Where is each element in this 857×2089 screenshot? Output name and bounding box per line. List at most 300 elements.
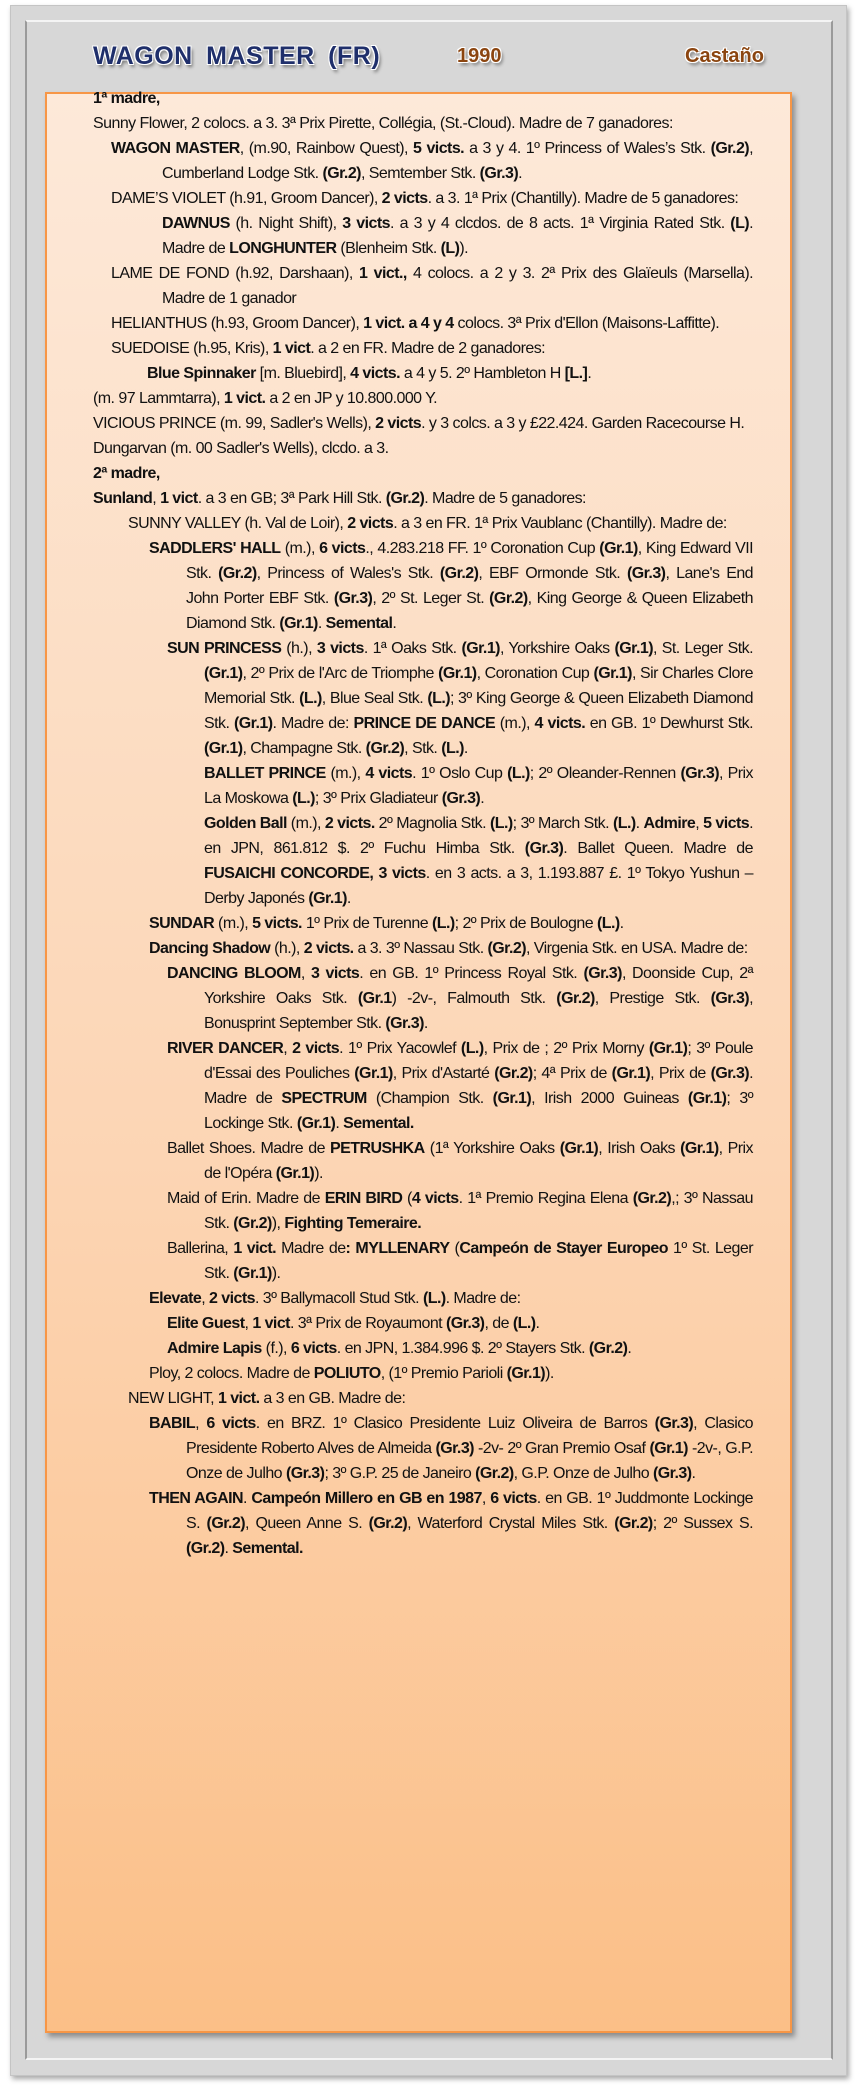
bold-text: Semental. [232, 1540, 303, 1557]
bold-text: (Gr.1) [492, 1090, 532, 1107]
bold-text: (Gr.3) [285, 1465, 325, 1482]
text: SUNNY VALLEY (h. Val de Loir), [128, 515, 348, 532]
text: . [463, 740, 468, 757]
bold-text: (Gr.2) [218, 565, 257, 582]
bold-text: (L.) [292, 790, 315, 807]
bold-text: PRINCE DE DANCE [353, 715, 496, 732]
text: (m.), [325, 765, 366, 782]
text: (m.), [495, 715, 535, 732]
text: Ploy, 2 colocs. Madre de [149, 1365, 314, 1382]
text: . a 3 y 4 clcdos. de 8 acts. 1ª Virginia Rated Stk. [389, 215, 731, 232]
bold-text: Campeón Millero en GB en 1987 [251, 1490, 482, 1507]
bold-text: 4 victs [365, 765, 413, 782]
text: (m. 97 Lammtarra), [93, 390, 224, 407]
text: (f.), [261, 1340, 291, 1357]
text: Sunny Flower, 2 colocs. a 3. 3ª Prix Pirette, Collégia, (St.-Cloud). Madre de 7 ganadores: [93, 115, 673, 132]
text: ( [402, 1190, 412, 1207]
pedigree-entry [47, 936, 753, 961]
bold-text: (L.) [596, 915, 620, 932]
bold-text: Semental [325, 615, 393, 632]
text: . en JPN, 1.384.996 $. 2º Stayers Stk. [336, 1340, 589, 1357]
text: a 3. 3º Nassau Stk. [353, 940, 488, 957]
bold-text: Elite Guest [167, 1315, 245, 1332]
text: (m.), [214, 915, 253, 932]
text: , Lane's End John Porter EBF Stk. [186, 565, 754, 607]
text: . Madre de [204, 1065, 753, 1107]
bold-text: 2 victs. [324, 815, 375, 832]
text: , Virgenia Stk. en USA. Madre de: [525, 940, 748, 957]
bold-text: (Gr.2) [494, 1065, 533, 1082]
text: . [224, 1540, 233, 1557]
pedigree-entry [47, 1286, 753, 1311]
pedigree-entry [47, 1411, 753, 1486]
text: HELIANTHUS (h.93, Groom Dancer), [111, 315, 364, 332]
bold-text: 1 vict. a 4 y 4 [363, 315, 454, 332]
text: , Coronation Cup [476, 665, 594, 682]
text: . 1ª Premio Regina Elena [458, 1190, 633, 1207]
bold-text: (Gr.2) [233, 1215, 272, 1232]
bold-text: (Gr.2) [186, 1540, 225, 1557]
text: , Irish 2000 Guineas [531, 1090, 688, 1107]
text: , Queen Anne S. [245, 1515, 369, 1532]
text: Ballerina, [167, 1240, 234, 1257]
text: , Bonusprint September Stk. [204, 990, 753, 1032]
text: , Sir Charles Clore Memorial Stk. [204, 665, 753, 707]
bold-text: (Gr.1 [357, 990, 392, 1007]
pedigree-entry [47, 186, 753, 211]
bold-text: (L.) [489, 815, 513, 832]
bold-text: (Gr.2) [614, 1515, 653, 1532]
bold-text: (Gr.2) [475, 1465, 514, 1482]
text: . [587, 365, 592, 382]
bold-text: : MYLLENARY [345, 1240, 450, 1257]
bold-text: (Gr.1) [559, 1140, 599, 1157]
bold-text: 5 victs. [413, 140, 465, 157]
text: . [480, 790, 485, 807]
bold-text: (Gr.1) [234, 715, 273, 732]
text: DAME’S VIOLET (h.91, Groom Dancer), [111, 190, 382, 207]
bold-text: (Gr.2) [322, 165, 361, 182]
bold-text: SPECTRUM [281, 1090, 367, 1107]
text: . Madre de: [272, 715, 354, 732]
bold-text: 3 victs [316, 640, 364, 657]
bold-text: (Gr.1) [308, 890, 347, 907]
text: Dungarvan (m. 00 Sadler's Wells), clcdo. a 3. [93, 440, 389, 457]
text: . Ballet Queen. Madre de [563, 840, 753, 857]
text: . [317, 615, 326, 632]
text: (1ª Yorkshire Oaks [424, 1140, 560, 1157]
bold-text: (Gr.3) [680, 765, 719, 782]
text: . [346, 890, 351, 907]
pedigree-entry [47, 1311, 753, 1336]
bold-text: 6 victs [490, 1490, 537, 1507]
pedigree-entry [47, 1136, 753, 1186]
text: , Clasico Presidente Roberto Alves de Almeida [186, 1415, 754, 1457]
bold-text: (Gr.2) [365, 740, 405, 757]
text: ., 4.283.218 FF. 1º Coronation Cup [365, 540, 600, 557]
pedigree-entry [47, 961, 753, 1036]
bold-text: (Gr.1) [204, 740, 243, 757]
bold-text: PETRUSHKA [330, 1140, 425, 1157]
bold-text: Golden Ball [204, 815, 287, 832]
bold-text: (Gr.3) [385, 1015, 424, 1032]
text: (Blenheim Stk. [336, 240, 441, 257]
pedigree-entry [47, 461, 753, 486]
text: , G.P. Onze de Julho [513, 1465, 653, 1482]
pedigree-entry [47, 1036, 753, 1136]
bold-text: 4 victs. [534, 715, 586, 732]
text: , EBF Ormonde Stk. [478, 565, 627, 582]
text: , Prix de ; 2º Prix Morny [483, 1040, 649, 1057]
bold-text: 1 vict. [217, 1390, 260, 1407]
text: NEW LIGHT, [128, 1390, 218, 1407]
text: , [201, 1290, 209, 1307]
text: a 3 en GB. Madre de: [259, 1390, 406, 1407]
bold-text: (L.) [299, 690, 322, 707]
bold-text: (Gr.2) [489, 590, 528, 607]
bold-text: (Gr.1) [599, 540, 638, 557]
text: . 3ª Prix de Royaumont [289, 1315, 446, 1332]
bold-text: THEN AGAIN [149, 1490, 244, 1507]
text: . a 2 en FR. Madre de 2 ganadores: [310, 340, 546, 357]
bold-text: (L.) [422, 1290, 446, 1307]
text: . en BRZ. 1º Clasico Presidente Luiz Oliveira de Barros [255, 1415, 655, 1432]
text: , Blue Seal Stk. [321, 690, 428, 707]
bold-text: (Gr.1) [204, 665, 243, 682]
text: ), [271, 1215, 285, 1232]
text: . [243, 1490, 252, 1507]
text: , St. Leger Stk. [653, 640, 753, 657]
text: ). [314, 1165, 323, 1182]
text: , [300, 965, 311, 982]
bold-text: 2 victs [375, 415, 422, 432]
pedigree-entry [47, 111, 753, 136]
bold-text: (Gr.3) [445, 1315, 485, 1332]
text: en GB. 1º Dewhurst Stk. [585, 715, 754, 732]
bold-text: (L.) [460, 1040, 484, 1057]
text: , Yorkshire Oaks [499, 640, 615, 657]
bold-text: 4 victs. [350, 365, 400, 382]
bold-text: (Gr.3) [583, 965, 622, 982]
text: Madre de [276, 1240, 346, 1257]
pedigree-entry [47, 486, 753, 511]
pedigree-entry [47, 1361, 753, 1386]
text: , Prix d'Astarté [392, 1065, 495, 1082]
text: . Madre de 5 ganadores: [424, 490, 586, 507]
bold-text: 6 victs [290, 1340, 337, 1357]
text: 2º Magnolia Stk. [374, 815, 490, 832]
bold-text: (Gr.3) [333, 590, 373, 607]
text: (Champion Stk. [366, 1090, 493, 1107]
text: , de [484, 1315, 513, 1332]
bold-text: (Gr.1) [233, 1265, 272, 1282]
text: . [691, 1465, 696, 1482]
pedigree-entry [47, 436, 753, 461]
text: , Doonside Cup, 2ª Yorkshire Oaks Stk. [204, 965, 754, 1007]
text: ,; 3º Nassau Stk. [204, 1190, 753, 1232]
bold-text: (Gr.1) [593, 665, 632, 682]
bold-text: 1 vict [160, 490, 198, 507]
text: ( [449, 1240, 460, 1257]
bold-text: Elevate [149, 1290, 202, 1307]
bold-text: (Gr.3) [652, 1465, 692, 1482]
bold-text: 2 victs [381, 190, 428, 207]
text: , (1º Premio Parioli [380, 1365, 507, 1382]
text: , Prix de l'Opéra [204, 1140, 753, 1182]
text: -2v-, G.P. Onze de Julho [186, 1440, 753, 1482]
text: LAME DE FOND (h.92, Darshaan), [111, 265, 360, 282]
text: , [195, 1415, 207, 1432]
bold-text: FUSAICHI CONCORDE, 3 victs [204, 865, 426, 882]
text: . a 3 en GB; 3ª Park Hill Stk. [197, 490, 386, 507]
pedigree-entry [47, 86, 753, 111]
bold-text: 5 victs. [252, 915, 302, 932]
text: ; 3º Lockinge Stk. [204, 1090, 754, 1132]
text: , (m.90, Rainbow Quest), [239, 140, 414, 157]
bold-text: 3 victs [310, 965, 360, 982]
text: ). [545, 1365, 554, 1382]
bold-text: Semental. [343, 1115, 414, 1132]
text: ; 2º Sussex S. [652, 1515, 753, 1532]
text: a 2 en JP y 10.800.000 Y. [265, 390, 438, 407]
bold-text: POLIUTO [313, 1365, 381, 1382]
bold-text: 1ª madre, [93, 90, 160, 107]
bold-text: (Gr.3) [524, 840, 564, 857]
text: . Madre de [162, 215, 753, 257]
pedigree-entry [47, 911, 753, 936]
text: , King George & Queen Elizabeth Diamond Stk. [186, 590, 754, 632]
text: ; 2º Oleander-Rennen [529, 765, 681, 782]
bold-text: (L.) [431, 915, 455, 932]
bold-text: 6 victs [206, 1415, 256, 1432]
pedigree-entry [47, 411, 753, 436]
text: . [619, 915, 624, 932]
text: ). [271, 1265, 281, 1282]
text: ; 2º Prix de Boulogne [454, 915, 597, 932]
bold-text: 2 victs [347, 515, 394, 532]
bold-text: (Gr.1) [461, 640, 500, 657]
bold-text: LONGHUNTER [229, 240, 337, 257]
pedigree-entry [47, 511, 753, 536]
text: , 2º St. Leger St. [372, 590, 490, 607]
text: a 3 y 4. 1º Princess of Wales’s Stk. [464, 140, 711, 157]
coat-color: Castaño [685, 45, 764, 67]
bold-text: (Gr.1) [354, 1065, 393, 1082]
bold-text: (Gr.2) [368, 1515, 408, 1532]
text: colocs. 3ª Prix d'Ellon (Maisons-Laffitte). [453, 315, 720, 332]
text: . en GB. 1º Princess Royal Stk. [359, 965, 584, 982]
bold-text: 2 victs [209, 1290, 255, 1307]
text: . 1º Oslo Cup [412, 765, 508, 782]
text: Maid of Erin. Madre de [167, 1190, 325, 1207]
bold-text: (Gr.2) [556, 990, 595, 1007]
bold-text: (Gr.1) [296, 1115, 336, 1132]
text: . [335, 1115, 344, 1132]
bold-text: SUNDAR [149, 915, 215, 932]
text: VICIOUS PRINCE (m. 99, Sadler's Wells), [93, 415, 376, 432]
bold-text: WAGON MASTER [111, 140, 240, 157]
pedigree-entry [47, 811, 753, 911]
bold-text: (L.) [441, 740, 464, 757]
text: ). [459, 240, 469, 257]
text: (m.), [280, 540, 320, 557]
bold-text: (Gr.3) [441, 790, 481, 807]
horse-name-title: WAGON MASTER (FR) [93, 42, 381, 70]
text: , [244, 1315, 253, 1332]
text: 1º St. Leger Stk. [204, 1240, 753, 1282]
bold-text: DANCING BLOOM [167, 965, 301, 982]
text: . en JPN, 861.812 $. 2º Fuchu Himba Stk. [204, 815, 754, 857]
text: , Irish Oaks [598, 1140, 681, 1157]
birth-year: 1990 [457, 45, 502, 67]
text: . 1º Prix Yacowlef [339, 1040, 461, 1057]
pedigree-text [47, 86, 790, 1561]
bold-text: BABIL [149, 1415, 196, 1432]
bold-text: (Gr.1) [614, 640, 653, 657]
text: , Semtember Stk. [360, 165, 480, 182]
pedigree-entry [47, 1186, 753, 1236]
bold-text: (Gr.2) [632, 1190, 672, 1207]
bold-text: Fighting Temeraire. [284, 1215, 422, 1232]
bold-text: Campeón de Stayer Europeo [459, 1240, 668, 1257]
bold-text: 1 vict. [233, 1240, 277, 1257]
text: , Waterford Crystal Miles Stk. [407, 1515, 615, 1532]
bold-text: (Gr.2) [487, 940, 526, 957]
text: , Champagne Stk. [242, 740, 366, 757]
bold-text: (Gr.1) [506, 1365, 546, 1382]
text: , King Edward VII Stk. [186, 540, 753, 582]
text: . [535, 1315, 540, 1332]
pedigree-entry [47, 336, 753, 361]
text: . y 3 colcs. a 3 y £22.424. Garden Racecourse H. [421, 415, 745, 432]
bold-text: (L.) [612, 815, 636, 832]
pedigree-entry [47, 536, 753, 636]
pedigree-entry [47, 1336, 753, 1361]
text: . [635, 815, 644, 832]
text: , 2º Prix de l'Arc de Triomphe [242, 665, 439, 682]
text: , Princess of Wales's Stk. [256, 565, 440, 582]
text: , Cumberland Lodge Stk. [162, 140, 753, 182]
bold-text: (Gr.3) [654, 1415, 694, 1432]
text: ; 4ª Prix de [532, 1065, 612, 1082]
bold-text: 5 victs [703, 815, 750, 832]
bold-text: (Gr.2) [588, 1340, 628, 1357]
text: [m. Bluebird], [255, 365, 351, 382]
bold-text: (Gr.1) [611, 1065, 651, 1082]
text: , [152, 490, 161, 507]
pedigree-entry [47, 211, 753, 261]
text: . en GB. 1º Juddmonte Lockinge S. [186, 1490, 754, 1532]
text: ; 3º March Stk. [512, 815, 613, 832]
text: 1º Prix de Turenne [301, 915, 432, 932]
bold-text: (Gr.1) [649, 1440, 688, 1457]
bold-text: Sunland [93, 490, 153, 507]
text: . 3º Ballymacoll Stud Stk. [254, 1290, 423, 1307]
bold-text: 2 victs. [303, 940, 354, 957]
text: . en 3 acts. a 3, 1.193.887 £. 1º Tokyo Yushun – Derby Japonés [204, 865, 753, 907]
bold-text: (Gr.3) [710, 990, 750, 1007]
text: , [695, 815, 704, 832]
text: , Stk. [404, 740, 442, 757]
pedigree-entry [47, 1386, 753, 1411]
bold-text: DAWNUS [162, 215, 230, 232]
text: (h.), [270, 940, 304, 957]
text: ; 3º Poule d'Essai des Pouliches [204, 1040, 753, 1082]
bold-text: Admire Lapis [167, 1340, 262, 1357]
text: , [481, 1490, 491, 1507]
header [0, 38, 857, 78]
text: , Prestige Stk. [594, 990, 711, 1007]
bold-text: 1 vict., [359, 265, 407, 282]
bold-text: (Gr.1) [648, 1040, 688, 1057]
bold-text: (Gr.2) [710, 140, 750, 157]
text: ) -2v-, Falmouth Stk. [391, 990, 557, 1007]
bold-text: 3 victs [342, 215, 390, 232]
bold-text: (L.) [427, 690, 450, 707]
bold-text: SUN PRINCESS [167, 640, 282, 657]
bold-text: SADDLERS' HALL [149, 540, 281, 557]
pedigree-content-box [45, 92, 792, 2033]
text: . [518, 165, 523, 182]
pedigree-entry [47, 386, 753, 411]
text: a 4 y 5. 2º Hambleton H [400, 365, 565, 382]
bold-text: (Gr.1) [275, 1165, 315, 1182]
text: . [627, 1340, 632, 1357]
text: (h. Night Shift), [229, 215, 343, 232]
text: SUEDOISE (h.95, Kris), [111, 340, 273, 357]
text: . [392, 615, 397, 632]
text: -2v- 2º Gran Premio Osaf [473, 1440, 650, 1457]
pedigree-entry [47, 311, 753, 336]
bold-text: Admire [643, 815, 696, 832]
text: , Prix La Moskowa [204, 765, 753, 807]
bold-text: (Gr.3) [435, 1440, 474, 1457]
bold-text: (L.) [512, 1315, 536, 1332]
text: Ballet Shoes. Madre de [167, 1140, 331, 1157]
text: , Prix de [650, 1065, 711, 1082]
bold-text: (Gr.1) [687, 1090, 727, 1107]
text: . [423, 1015, 428, 1032]
bold-text: [L.] [564, 365, 588, 382]
pedigree-entry [47, 361, 753, 386]
text: (h.), [281, 640, 317, 657]
bold-text: BALLET PRINCE [204, 765, 326, 782]
bold-text: (Gr.3) [479, 165, 519, 182]
bold-text: Dancing Shadow [149, 940, 271, 957]
bold-text: ERIN BIRD [324, 1190, 403, 1207]
bold-text: 1 vict [272, 340, 311, 357]
text: ; 3º Prix Gladiateur [314, 790, 442, 807]
text: , [283, 1040, 293, 1057]
bold-text: 6 victs [319, 540, 366, 557]
text: (m.), [286, 815, 325, 832]
bold-text: RIVER DANCER [167, 1040, 284, 1057]
bold-text: (Gr.3) [626, 565, 666, 582]
pedigree-entry [47, 761, 753, 811]
pedigree-entry [47, 136, 753, 186]
bold-text: 4 victs [411, 1190, 459, 1207]
text: . 1ª Oaks Stk. [363, 640, 462, 657]
pedigree-entry [47, 1486, 753, 1561]
pedigree-entry [47, 1236, 753, 1286]
text: ; 3º King George & Queen Elizabeth Diamond Stk. [204, 690, 753, 732]
bold-text: (Gr.2) [385, 490, 425, 507]
bold-text: (Gr.1) [438, 665, 477, 682]
text: 4 colocs. a 2 y 3. 2ª Prix des Glaïeuls (Marsella). Madre de 1 ganador [162, 265, 753, 307]
bold-text: 2ª madre, [93, 465, 160, 482]
pedigree-entry [47, 636, 753, 761]
bold-text: (Gr.2) [206, 1515, 246, 1532]
